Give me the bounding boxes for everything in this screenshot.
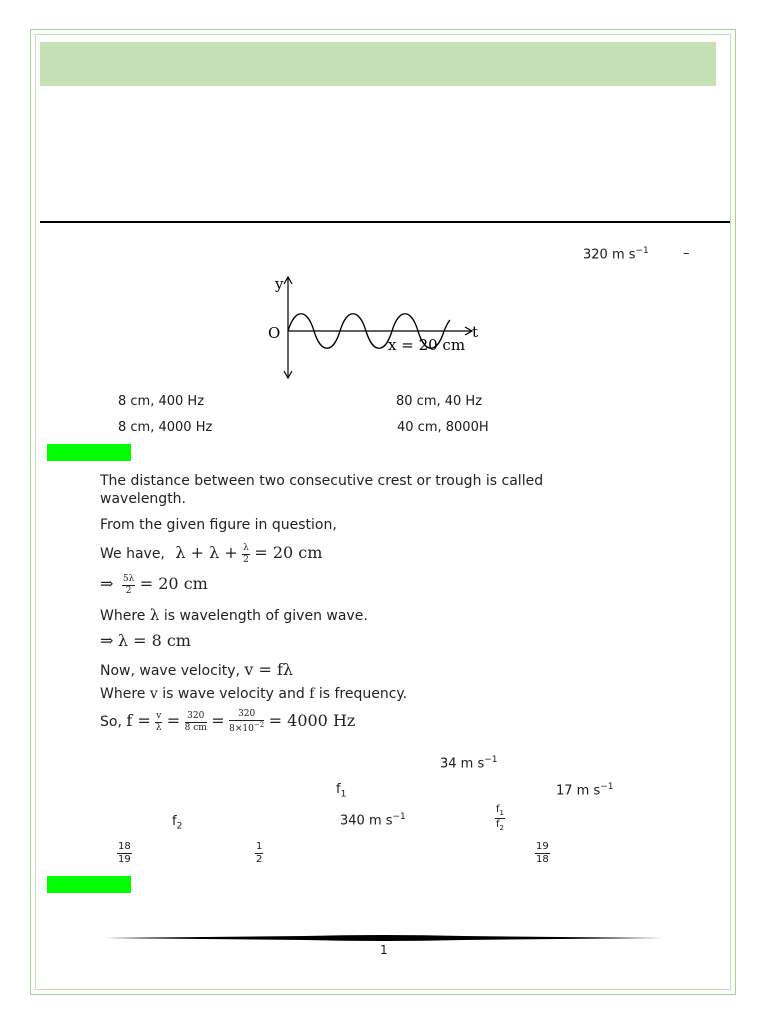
q2-option-a: $\frac{18}{19}$ <box>118 841 131 865</box>
y-label: y <box>275 275 284 293</box>
q2-speed-2: 17 m $s^{-1}$ <box>556 782 614 799</box>
q2-speed-3: 340 m $s^{-1}$ <box>340 812 406 829</box>
q2-speed-1: 34 m $s^{-1}$ <box>440 755 498 772</box>
sol-final: So, f = $\frac{v}{\lambda}$ = $\frac{320}{8 cm}$ = $\frac{320}{8\times 10^{-2}}$ = 4000 Hz <box>100 709 356 734</box>
page-border-inner <box>35 34 731 990</box>
answer-highlight-1 <box>47 444 131 461</box>
q2-ratio: $\frac{f_1}{f_2}$ <box>496 804 504 832</box>
sol-eq-2: ⇒ $\frac{5\lambda}{2}$ = 20 cm <box>100 573 208 596</box>
sol-eq-3: ⇒ λ = 8 cm <box>100 631 191 650</box>
x-label: x = 20 cm <box>388 336 466 354</box>
origin-label: O <box>268 324 281 342</box>
page-number: 1 <box>380 943 388 957</box>
sol-where-1: Where λ is wavelength of given wave. <box>100 606 368 624</box>
sol-velocity: Now, wave velocity, v = fλ <box>100 660 294 679</box>
header-band <box>40 42 716 86</box>
q1-option-d: 40 cm, 8000H <box>397 420 489 435</box>
q1-speed: 320 m $s^{-1}$ <box>583 246 649 263</box>
wave-graph <box>262 272 494 384</box>
footer-divider <box>105 933 663 943</box>
sol-line-2: wavelength. <box>100 491 187 507</box>
sol-where-2: Where v is wave velocity and f is frequency. <box>100 686 408 702</box>
q1-dash: – <box>683 246 690 261</box>
q1-option-a: 8 cm, 400 Hz <box>118 394 205 409</box>
q1-option-b: 80 cm, 40 Hz <box>396 394 483 409</box>
q2-f2: $f_2$ <box>172 814 183 832</box>
answer-highlight-2 <box>47 876 131 893</box>
sol-eq-1: We have, λ + λ + $\frac{\lambda}{2}$ = 20 cm <box>100 542 323 565</box>
q1-option-c: 8 cm, 4000 Hz <box>118 420 213 435</box>
q2-f1: $f_1$ <box>336 782 347 800</box>
sol-line-3: From the given figure in question, <box>100 517 337 533</box>
header-rule <box>40 221 730 223</box>
t-label: t <box>472 323 479 341</box>
q2-option-b: $\frac{1}{2}$ <box>256 841 263 865</box>
q2-option-d: $\frac{19}{18}$ <box>536 841 549 865</box>
sol-line-1: The distance between two consecutive crest or trough is called <box>100 473 544 489</box>
